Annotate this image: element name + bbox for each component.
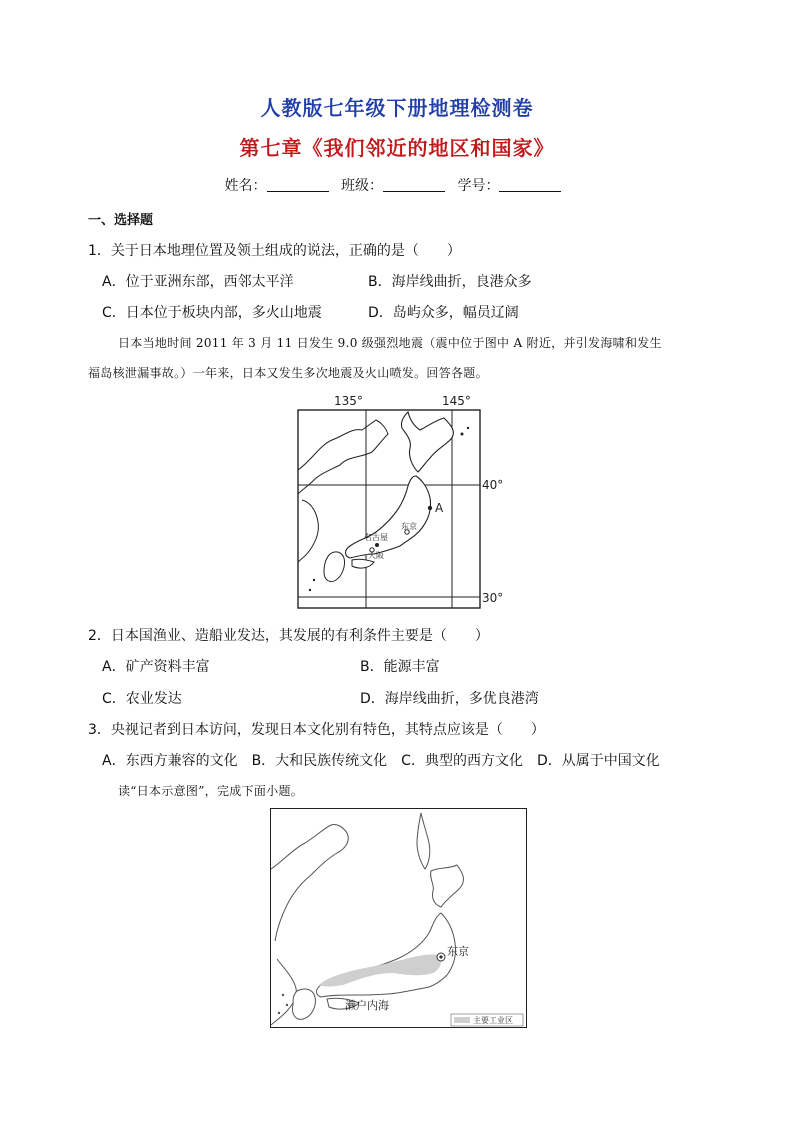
chapter-subtitle: 第七章《我们邻近的地区和国家》	[239, 136, 555, 160]
id-label: 学号：	[457, 178, 500, 194]
japan-earthquake-map	[290, 390, 505, 614]
question-1-option-b: B．海岸线曲折，良港众多	[368, 274, 532, 290]
student-info-line	[0, 175, 794, 195]
id-blank[interactable]	[499, 177, 561, 192]
section-title: 一、选择题	[88, 213, 154, 228]
passage-2: 读“日本示意图”，完成下面小题。	[118, 784, 304, 798]
class-blank[interactable]	[383, 177, 445, 192]
question-1-stem: 1．关于日本地理位置及领土组成的说法，正确的是（ ）	[88, 243, 461, 259]
name-label: 姓名：	[224, 178, 267, 194]
japan-map-1-svg	[290, 390, 505, 614]
japan-industry-map	[270, 808, 527, 1028]
lon-135-label: 135°	[334, 394, 363, 408]
question-3-stem: 3．央视记者到日本访问，发现日本文化别有特色，其特点应该是（ ）	[88, 722, 545, 738]
epicenter-a-marker	[428, 506, 432, 510]
question-2-option-d: D．海岸线曲折，多优良港湾	[360, 691, 539, 707]
question-3-options: A．东西方兼容的文化 B．大和民族传统文化 C．典型的西方文化 D．从属于中国文化	[102, 753, 660, 769]
lon-145-label: 145°	[442, 394, 471, 408]
question-1-option-d: D．岛屿众多，幅员辽阔	[368, 305, 519, 321]
question-2-option-a: A．矿产资料丰富	[102, 659, 210, 675]
lat-40-label: 40°	[482, 478, 504, 492]
question-1-option-a: A．位于亚洲东部，西邻太平洋	[102, 274, 294, 290]
passage-1-line-2: 福岛核泄漏事故。）一年来，日本又发生多次地震及火山喷发。回答各题。	[88, 366, 488, 380]
lat-30-label: 30°	[482, 591, 504, 605]
question-1-option-c: C．日本位于板块内部，多火山地震	[102, 305, 322, 321]
class-label: 班级：	[341, 178, 383, 194]
seto-inland-sea-label: 濑户内海	[345, 999, 389, 1012]
question-2-option-c: C．农业发达	[102, 691, 182, 707]
point-a-label: A	[435, 501, 444, 515]
question-2-option-b: B．能源丰富	[360, 659, 440, 675]
page-title: 人教版七年级下册地理检测卷	[260, 96, 534, 120]
passage-1-line-1: 日本当地时间 2011 年 3 月 11 日发生 9.0 级强烈地震（震中位于图中 A 附近，并引发海啸和发生	[118, 336, 662, 350]
nagoya-label: 名古屋	[364, 533, 388, 542]
japan-map-2-svg	[271, 809, 526, 1027]
legend-label: 主要工业区	[473, 1016, 513, 1025]
tokyo-label-2: 东京	[447, 945, 469, 958]
legend-swatch	[454, 1017, 470, 1023]
osaka-label: 大阪	[368, 551, 384, 560]
name-blank[interactable]	[267, 177, 329, 192]
tokyo-label: 东京	[401, 522, 417, 531]
question-2-stem: 2．日本国渔业、造船业发达，其发展的有利条件主要是（ ）	[88, 628, 489, 644]
